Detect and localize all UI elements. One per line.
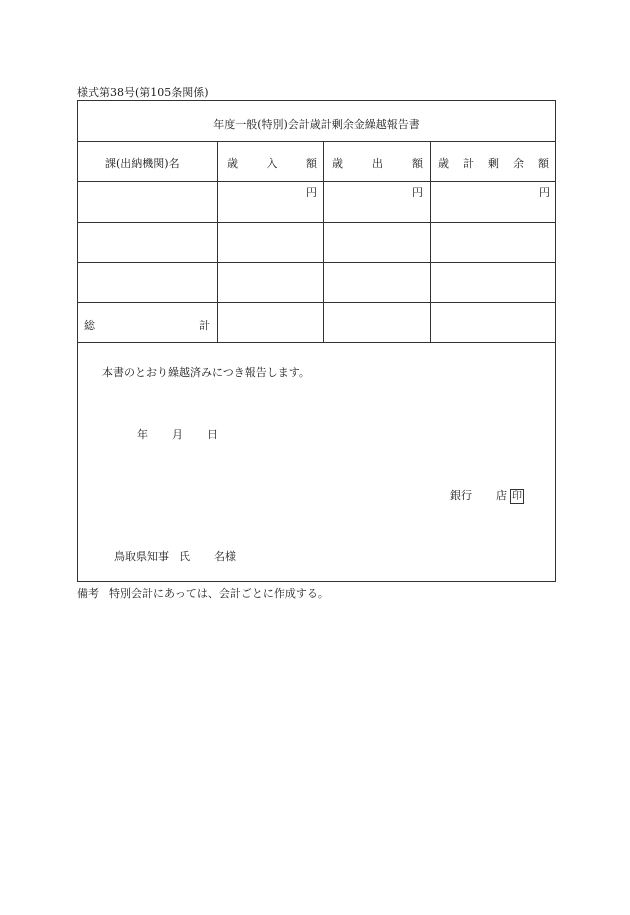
header-division: 課(出納機関)名 (105, 157, 180, 170)
bank-branch: 銀行 店 印 (450, 489, 522, 502)
row-divider (78, 302, 555, 303)
row-divider (78, 342, 555, 343)
unit-yen-surplus: 円 (539, 186, 550, 199)
header-expenditure: 歳 出 額 (332, 157, 423, 170)
unit-yen-revenue: 円 (306, 186, 317, 199)
column-divider (430, 141, 431, 342)
seal-mark: 印 (512, 491, 522, 502)
row-divider (78, 262, 555, 263)
column-divider (217, 141, 218, 342)
form-title: 年度一般(特別)会計歳計剰余金繰越報告書 (213, 118, 420, 131)
form-label: 様式第38号(第105条関係) (77, 86, 209, 99)
header-revenue: 歳 入 額 (227, 157, 317, 170)
total-label: 総 計 (84, 319, 210, 332)
row-divider (78, 141, 555, 142)
row-divider (78, 181, 555, 182)
report-form (77, 100, 556, 582)
row-divider (78, 222, 555, 223)
unit-yen-expenditure: 円 (412, 186, 423, 199)
column-divider (323, 141, 324, 342)
remarks: 備考 特別会計にあっては、会計ごとに作成する。 (77, 587, 329, 600)
date-line: 年 月 日 (137, 428, 218, 441)
header-surplus: 歳 計 剰 余 額 (438, 157, 549, 170)
report-statement: 本書のとおり繰越済みにつき報告します。 (102, 366, 310, 379)
addressee: 鳥取県知事 氏 名様 (114, 550, 236, 563)
